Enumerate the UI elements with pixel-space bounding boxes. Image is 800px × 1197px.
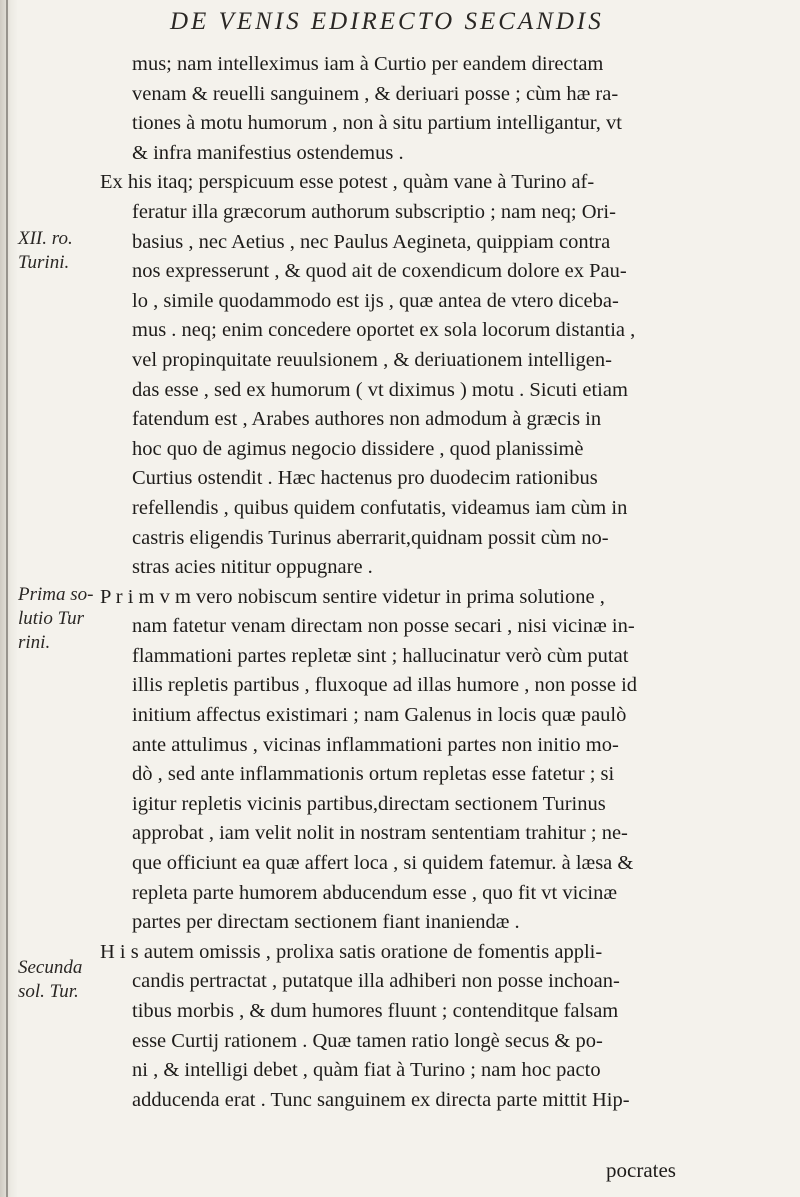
text-line: P r i m v m vero nobiscum sentire videtur in prima solutione , (100, 585, 605, 608)
text-line: basius , nec Aetius , nec Paulus Aegineta, quippiam contra (132, 230, 611, 253)
text-line: nam fatetur venam directam non posse secari , nisi vicinæ in- (132, 615, 635, 638)
text-line: das esse , sed ex humorum ( vt diximus ) motu . Sicuti etiam (132, 378, 628, 401)
text-line: flammationi partes repletæ sint ; hallucinatur verò cùm putat (132, 644, 629, 667)
text-line: venam & reuelli sanguinem , & deriuari posse ; cùm hæ ra- (132, 82, 619, 105)
margin-note-prima (18, 583, 100, 655)
text-line: lo , simile quodammodo est ijs , quæ antea de vtero diceba- (132, 289, 619, 312)
text-line: approbat , iam velit nolit in nostram sententiam trahitur ; ne- (132, 822, 628, 845)
margin-note-line: Prima so- (18, 584, 94, 605)
text-line: partes per directam sectionem fiant inaniendæ . (132, 911, 520, 934)
catchword: pocrates (606, 1158, 676, 1182)
margin-note-line: Turini. (18, 252, 70, 273)
text-line: Ex his itaq; perspicuum esse potest , quàm vane à Turino af- (100, 171, 595, 194)
margin-note-line: sol. Tur. (18, 981, 79, 1002)
page-edge (0, 0, 18, 1197)
margin-note-xii (18, 227, 100, 275)
text-line: ante attulimus , vicinas inflammationi partes non initio mo- (132, 733, 619, 756)
text-line: esse Curtij rationem . Quæ tamen ratio longè secus & po- (132, 1029, 603, 1052)
running-head: DE VENIS EDIRECTO SECANDIS (170, 8, 604, 35)
text-line: hoc quo de agimus negocio dissidere , quod planissimè (132, 437, 584, 460)
text-line: initium affectus existimari ; nam Galenus in locis quæ paulò (132, 704, 627, 727)
margin-note-line: XII. ro. (18, 228, 73, 249)
text-body (100, 50, 785, 1115)
margin-note-secunda (18, 956, 100, 1004)
text-line: repleta parte humorem abducendum esse , quo fit vt vicinæ (132, 881, 618, 904)
text-line: que officiunt ea quæ affert loca , si quidem fatemur. à læsa & (132, 852, 634, 875)
text-line: tiones à motu humorum , non à situ partium intelligantur, vt (132, 112, 622, 135)
text-line: feratur illa græcorum authorum subscriptio ; nam neq; Ori- (132, 200, 616, 223)
text-line: dò , sed ante inflammationis ortum repletas esse fatetur ; si (132, 763, 615, 786)
margin-note-line: Secunda (18, 957, 83, 978)
text-line: mus; nam intelleximus iam à Curtio per eandem directam (132, 53, 604, 75)
text-line: castris eligendis Turinus aberrarit,quidnam possit cùm no- (132, 526, 609, 549)
text-line: H i s autem omissis , prolixa satis oratione de fomentis appli- (100, 940, 603, 963)
text-line: & infra manifestius ostendemus . (132, 141, 404, 164)
text-line: mus . neq; enim concedere oportet ex sola locorum distantia , (132, 319, 636, 342)
text-line: igitur repletis vicinis partibus,directam sectionem Turinus (132, 792, 606, 815)
text-line: Curtius ostendit . Hæc hactenus pro duodecim rationibus (132, 467, 598, 490)
text-line: fatendum est , Arabes authores non admodum à græcis in (132, 408, 602, 431)
margin-note-line: lutio Tur (18, 608, 84, 629)
text-line: candis pertractat , putatque illa adhiberi non posse inchoan- (132, 970, 620, 993)
text-line: adducenda erat . Tunc sanguinem ex directa parte mittit Hip- (132, 1088, 630, 1111)
text-line: refellendis , quibus quidem confutatis, videamus iam cùm in (132, 496, 628, 519)
text-line: ni , & intelligi debet , quàm fiat à Turino ; nam hoc pacto (132, 1059, 601, 1082)
text-line: vel propinquitate reuulsionem , & deriuationem intelligen- (132, 348, 612, 371)
text-line: nos expresserunt , & quod ait de coxendicum dolore ex Pau- (132, 260, 627, 283)
text-line: tibus morbis , & dum humores fluunt ; contenditque falsam (132, 1000, 619, 1022)
margin-note-line: rini. (18, 632, 51, 653)
binding-edge-line (6, 0, 8, 1197)
text-line: illis repletis partibus , fluxoque ad illas humore , non posse id (132, 674, 638, 697)
text-line: stras acies nititur oppugnare . (132, 556, 373, 579)
